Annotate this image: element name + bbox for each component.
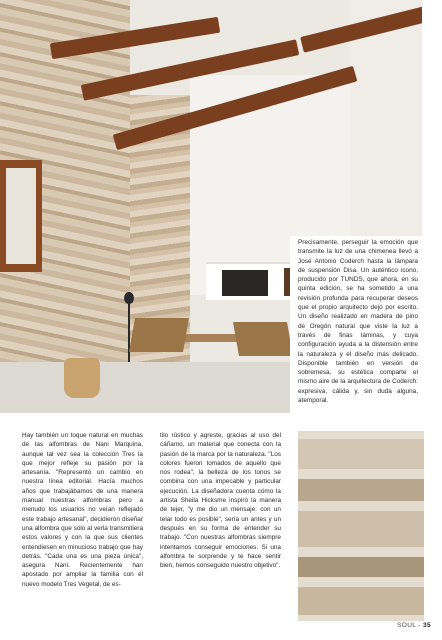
window-glass	[6, 168, 36, 264]
rug-photo	[298, 431, 424, 621]
rug-stripe	[298, 557, 424, 577]
rug-stripe	[298, 479, 424, 501]
page-number: 35	[423, 622, 432, 629]
magazine-name: SOUL	[397, 622, 417, 629]
armchair	[129, 318, 189, 352]
footer-separator: -	[416, 622, 424, 629]
basket	[64, 358, 100, 398]
rug-stripe	[298, 511, 424, 547]
floor-lamp	[124, 292, 134, 304]
armchair	[233, 322, 293, 356]
floor-lamp-stand	[128, 304, 130, 362]
rug-stripe	[298, 587, 424, 615]
article-column-middle: tilo rústico y agreste, gracias al uso del cáñamo, un material que conecta con la pasión de la marca por la naturaleza. "Los colores fueron tomados de aquello que nos rodea", la belleza de los tonos se combina con una impecable y particular ejecución. La diseñadora cuenta cómo la artista Sheila Hicksme inspiró la manera de tejer, "y me dio un mensaje: con un telar todo es posible", sería un antes y un después en su forma de entender su trabajo. "Con nuestras alfombras siempre intentamos conseguir emociones. Si una alfombra te sorprende y te hace sentir bien, hemos conseguido nuestro objetivo".	[160, 432, 281, 570]
fireplace-opening	[222, 270, 268, 296]
rug-stripe	[298, 439, 424, 469]
article-column-right: Precisamente, perseguir la emoción que transmite la luz de una chimenea llevó a José Antonio Coderch hasta la lámpara de suspensión Disa. Un auténtico icono, producido por TUNDS, que ahora, en su quinta edición, se ha sometido a una revisión profunda para recuperar deseos que el propio arquitecto dejó por escrito. Un diseño realizado en madera de pino de Oregón natural que viste la luz a través de finas láminas, y cuya configuración ayuda a la distensión entre la naturaleza y el diseño más delicado. Disponible también en versión de sobremesa, su estética comparte el mismo aire de la arquitectura de Coderch: expresiva, cálida y, sin duda alguna, atemporal.	[298, 239, 418, 405]
page-footer	[397, 622, 431, 629]
article-column-left: Hay también un toque natural en muchas de las alfombras de Nani Marquina, aunque tal vez sea la colección Tres la que mejor refleje su pasión por la artesanía. "Representó un cambio en nuestra línea editorial. Hacía muchos años que trabajábamos de una manera manual nuestras alfombras pero a menudo los usuarios no veían reflejado este trabajo artesanal", decidieron diseñar una alfombra que sólo al verla transmitiera estos valores y con la que sus clientes entendiesen en minucioso trabajo que hay detrás. "Cada una es una pieza única", asegura Nani. Recientemente han apostado por ampliar la familia con el nuevo modelo Tres Vegetal, de es-	[22, 432, 143, 588]
